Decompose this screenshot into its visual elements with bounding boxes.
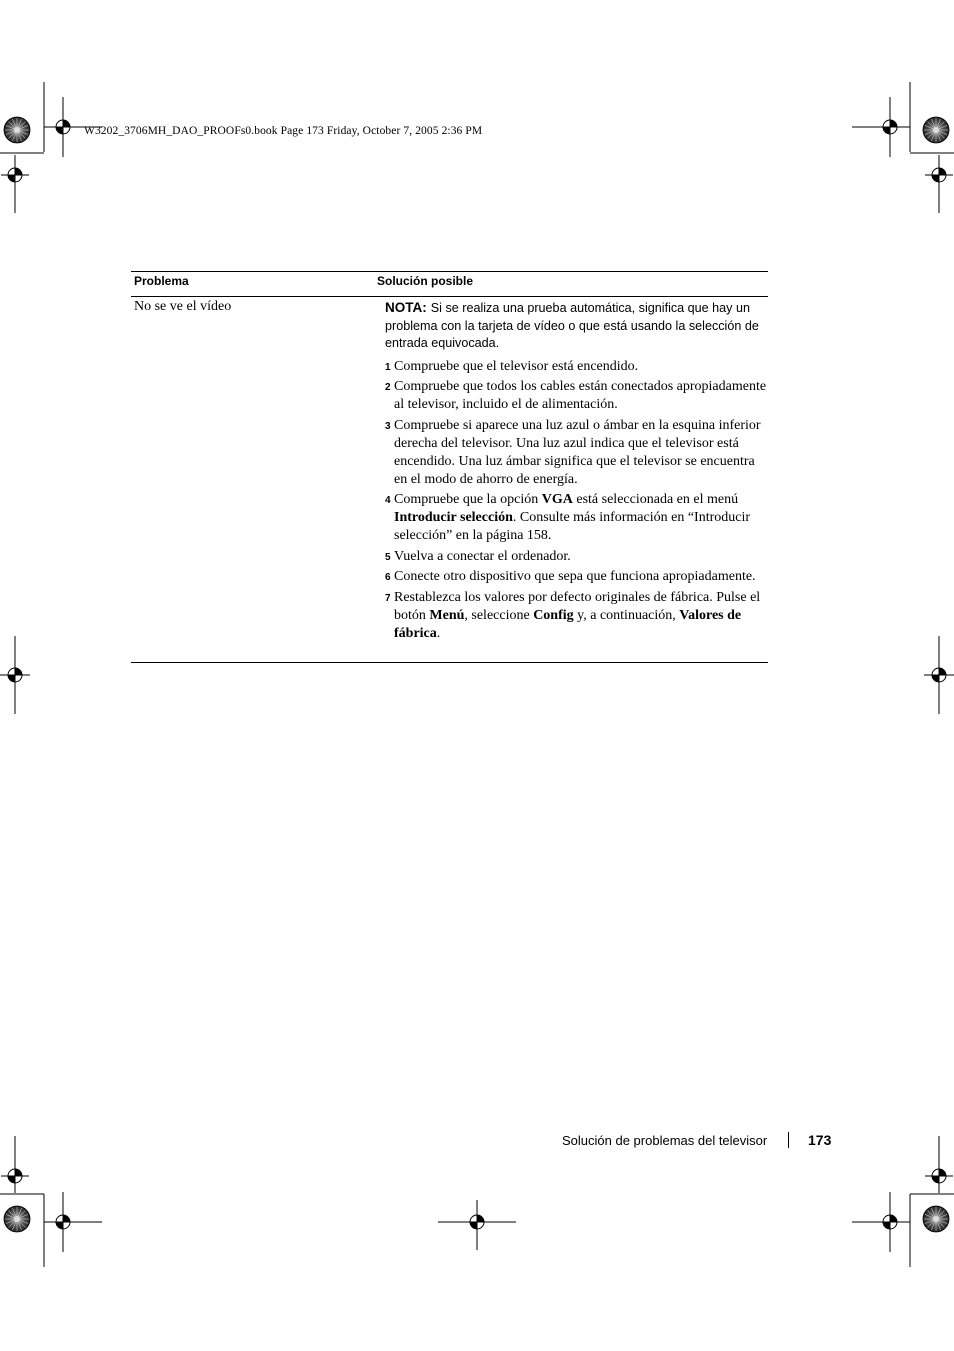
header-problem: Problema [134,274,189,288]
step-2 [385,378,768,414]
option-config: Config [533,607,574,623]
footer-section-title: Solución de problemas del televisor [562,1133,768,1148]
step-text: Conecte otro dispositivo que sepa que funciona apropiadamente. [394,569,756,584]
step-5 [385,548,768,566]
step-number: 5 [385,551,391,563]
table-row [131,297,768,662]
header-solution: Solución posible [377,274,474,288]
step-text: . [436,625,441,641]
step-text: está seleccionada en el menú [572,492,739,507]
button-menu: Menú [429,607,465,623]
print-slug: W3202_3706MH_DAO_PROOFs0.book Page 173 Friday, October 7, 2005 2:36 PM [84,125,483,137]
step-6 [385,568,768,586]
troubleshooting-table [131,271,768,663]
note [385,299,768,353]
option-valores-de-fabrica: Valores de fábrica [394,607,742,641]
table-bottom-rule [131,662,768,663]
step-3 [385,417,768,489]
problem-cell: No se ve el vídeo [134,299,232,314]
note-text: Si se realiza una prueba automática, significa que hay un problema con la tarjeta de vídeo o que está usando la selección de entrada equivocada. [385,301,759,350]
menu-introducir-seleccion: Introducir selección [394,510,513,525]
note-label: NOTA: [385,300,427,315]
step-1 [385,358,768,376]
option-vga: VGA [541,492,573,507]
step-text: . Consulte más información en “Introducir selección” en la página 158. [394,510,751,543]
solution-cell [385,299,768,645]
step-7 [385,589,768,643]
step-text: Vuelva a conectar el ordenador. [394,548,571,564]
step-4 [385,491,768,545]
step-text: , seleccione [464,607,534,623]
step-text: Compruebe que el televisor está encendido. [394,358,639,374]
page-number: 173 [808,1132,832,1148]
step-text: y, a continuación, [573,607,680,623]
step-text: Compruebe si aparece una luz azul o ámbar en la esquina inferior derecha del televisor. Una luz azul indica que el televisor está encendido. Una luz ámbar significa que el televisor se encuentra en el modo de ahorro de energía. [394,417,761,487]
table-header [131,272,768,296]
footer-separator [788,1132,789,1148]
step-text: Compruebe que la opción [394,492,542,507]
step-number: 7 [385,592,391,604]
step-number: 6 [385,572,391,583]
step-text: Compruebe que todos los cables están conectados apropiadamente al televisor, incluido el de alimentación. [394,379,767,412]
step-number: 3 [385,420,391,432]
step-number: 1 [385,361,391,373]
step-number: 4 [385,495,391,506]
step-text: Restablezca los valores por defecto originales de fábrica. Pulse el botón [394,589,761,623]
step-number: 2 [385,382,391,393]
